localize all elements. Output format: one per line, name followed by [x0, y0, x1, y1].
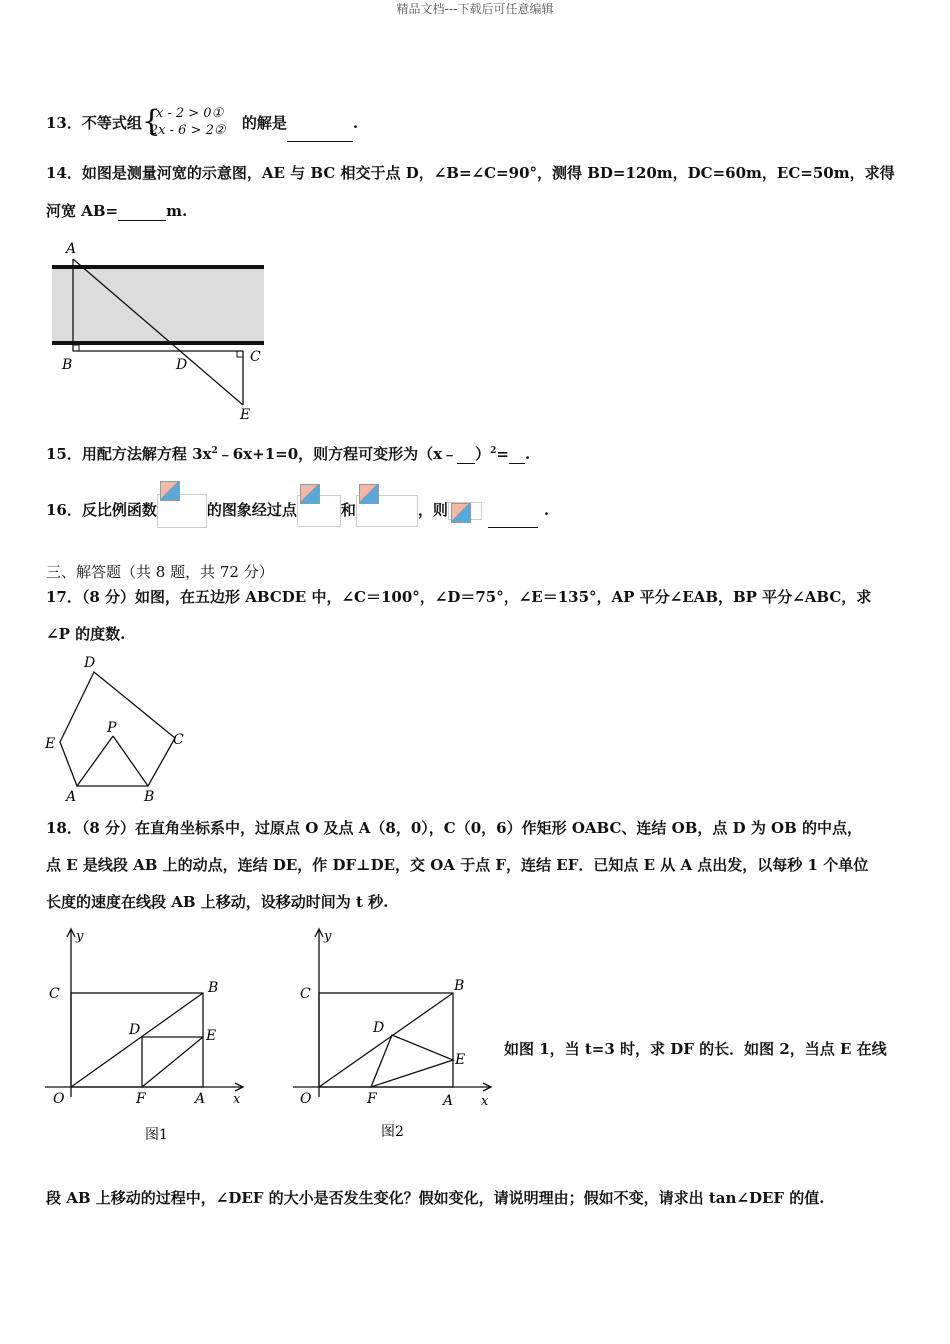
label-a: A [443, 1093, 454, 1109]
label-e: E [45, 736, 56, 752]
q15-blank-1[interactable] [457, 449, 475, 464]
right-angle-c [237, 351, 243, 357]
right-angle-b [73, 345, 79, 351]
label-d: D [176, 357, 188, 373]
q14-suffix: m. [166, 202, 188, 220]
label-b: B [144, 789, 155, 805]
question-13 [46, 106, 358, 142]
q13-number: 13． [46, 114, 82, 132]
q15-exponent-2: 2 [490, 446, 497, 456]
label-o: O [300, 1091, 312, 1107]
label-d: D [129, 1022, 141, 1038]
question-18-side-text: 如图 1，当 t=3 时，求 DF 的长．如图 2，当点 E 在线 [504, 1040, 887, 1058]
figure-1 [40, 922, 255, 1147]
label-c: C [173, 732, 184, 748]
label-f: F [367, 1091, 377, 1107]
label-b: B [454, 978, 465, 994]
q13-prefix: 不等式组 [81, 114, 142, 132]
label-c: C [300, 986, 311, 1002]
label-e: E [206, 1028, 217, 1044]
label-a: A [66, 241, 77, 257]
q15-part-a: 15．用配方法解方程 3x [46, 445, 212, 463]
q16-answer-blank[interactable] [488, 513, 538, 528]
label-p: P [107, 720, 117, 736]
question-16 [46, 494, 549, 528]
q15-part-d: = [496, 445, 509, 463]
expression-image [448, 502, 482, 520]
figure-2 [288, 922, 503, 1147]
page-header: 精品文档---下载后可任意编辑 [396, 2, 554, 16]
question-14-line2 [46, 200, 187, 221]
label-a: A [66, 789, 77, 805]
point-1-image [297, 495, 341, 527]
segment-bp [113, 736, 148, 786]
q13-suffix: 的解是 [241, 114, 287, 132]
q16-end: . [543, 501, 550, 519]
inequality-1: x - 2 > 0① [155, 106, 224, 121]
label-a: A [195, 1091, 206, 1107]
river-figure [40, 235, 280, 425]
broken-image-icon [451, 503, 471, 523]
q15-end: . [524, 445, 531, 463]
inequality-2: 2x - 6 > 2② [149, 123, 226, 138]
pentagon-abcde [60, 672, 175, 786]
label-f: F [136, 1091, 146, 1107]
q16-part-c: 和 [340, 501, 356, 519]
q16-part-d: ，则 [417, 501, 448, 519]
segment-ap [77, 736, 113, 786]
label-d: D [84, 655, 96, 671]
question-18-line3: 长度的速度在线段 AB 上移动，设移动时间为 t 秒. [46, 893, 389, 911]
question-17-line2: ∠P 的度数. [46, 625, 126, 643]
q15-exponent: 2 [211, 446, 218, 456]
q16-part-b: 的图象经过点 [206, 501, 297, 519]
label-x: x [481, 1094, 489, 1109]
question-18-line1: 18．（8 分）在直角坐标系中，过原点 O 及点 A（8，0），C（0，6）作矩形 OABC、连结 OB，点 D 为 OB 的中点， [46, 819, 863, 837]
label-y: y [324, 929, 332, 944]
segment-ob [71, 993, 203, 1087]
inequality-system: { x - 2 > 0① 2x - 6 > 2② [141, 104, 226, 139]
broken-image-icon [359, 484, 379, 504]
q13-end: . [352, 114, 359, 132]
label-b: B [208, 980, 219, 996]
point-2-image [356, 495, 418, 527]
q14-answer-blank[interactable] [118, 206, 166, 221]
broken-image-icon [160, 481, 180, 501]
label-e: E [455, 1052, 466, 1068]
triangle-def [371, 1035, 453, 1087]
question-14-line1: 14．如图是测量河宽的示意图，AE 与 BC 相交于点 D，∠B=∠C=90°，测得 BD=120m，DC=60m，EC=50m，求得 [46, 164, 895, 182]
caption-1: 图1 [145, 1127, 168, 1143]
caption-2: 图2 [381, 1124, 404, 1140]
q16-part-a: 16．反比例函数 [46, 501, 157, 519]
label-x: x [233, 1092, 241, 1107]
label-c: C [250, 349, 261, 365]
q13-answer-blank[interactable] [287, 127, 353, 142]
section-3-title: 三、解答题（共 8 题，共 72 分） [46, 563, 274, 581]
label-b: B [62, 357, 73, 373]
label-c: C [49, 986, 60, 1002]
question-17-line1: 17．（8 分）如图，在五边形 ABCDE 中，∠C＝100°，∠D＝75°，∠E＝135°，AP 平分∠EAB，BP 平分∠ABC，求 [46, 588, 872, 606]
broken-image-icon [300, 484, 320, 504]
segment-ob [319, 993, 453, 1087]
label-d: D [373, 1020, 385, 1036]
q15-part-c: ） [475, 445, 491, 463]
label-e: E [240, 407, 251, 423]
question-15 [46, 443, 530, 464]
question-18-line4: 段 AB 上移动的过程中，∠DEF 的大小是否发生变化？假如变化，请说明理由；假如不变，请求出 tan∠DEF 的值. [46, 1189, 825, 1207]
q15-blank-2[interactable] [509, 449, 525, 464]
function-image [157, 494, 207, 528]
label-o: O [53, 1091, 65, 1107]
q14-prefix: 河宽 AB= [46, 202, 119, 220]
pentagon-figure [40, 650, 200, 810]
label-y: y [76, 929, 84, 944]
question-18-line2: 点 E 是线段 AB 上的动点，连结 DE，作 DF⊥DE，交 OA 于点 F，连结 EF．已知点 E 从 A 点出发，以每秒 1 个单位 [46, 856, 869, 874]
segment-ef [142, 1037, 203, 1087]
q15-part-b: ﹣6x+1=0，则方程可变形为（x﹣ [217, 445, 458, 463]
